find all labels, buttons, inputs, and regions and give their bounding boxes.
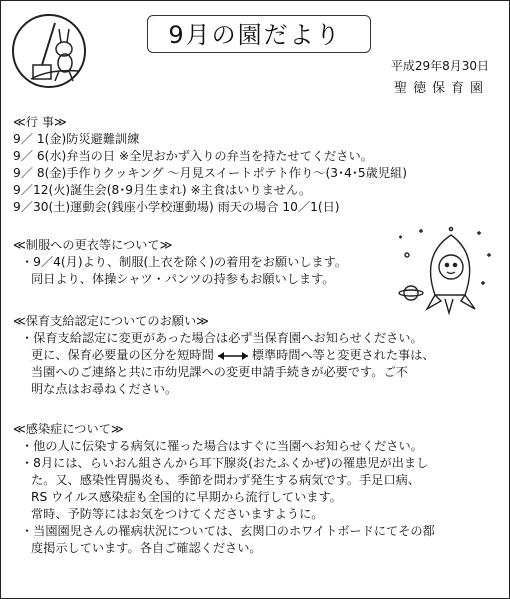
infection-line: ・8月には、らいおん組さんから耳下腺炎(おたふくかぜ)の罹患児が出まし (21, 456, 429, 470)
infection-line: RS ウイルス感染症も全国的に早期から流行しています。 (31, 490, 342, 504)
uniform-line: ・9／4(月)より、制服(上衣を除く)の着用をお願いします。 (21, 255, 348, 269)
childcare-heading: ≪保育支給認定についてのお願い≫ (13, 314, 209, 328)
infection-line: た。又、感染性胃腸炎も、季節を問わず発生する病気です。手足口病、 (31, 473, 421, 487)
uniform-line: 同日より、体操シャツ・パンツの持参もお願いします。 (31, 272, 335, 286)
events-heading: ≪行 事≫ (13, 115, 67, 129)
event-item: 9／ 6(水)弁当の日 ※全児おかず入りの弁当を持たせてください。 (13, 149, 373, 163)
childcare-line: ・保育支給認定に変更があった場合は必ず当保育園へお知らせください。 (21, 331, 423, 345)
infection-line: 度掲示しています。各自ご確認ください。 (31, 541, 262, 555)
event-item: 9／12(火)誕生会(8･9月生まれ) ※主食はいりません。 (13, 183, 312, 197)
childcare-line (13, 347, 497, 364)
event-item: 9／30(土)運動会(銭座小学校運動場) 雨天の場合 10／1(日) (13, 200, 340, 214)
infection-line: 常時、予防等にはお気をつけてくださいますように。 (31, 507, 324, 521)
childcare-section (13, 313, 497, 398)
uniform-heading: ≪制服への更衣等について≫ (13, 238, 173, 252)
childcare-line: 当園へのご連絡と共に市幼児課への変更申請手続きが必要です。ご不 (31, 365, 408, 379)
issue-date: 平成29年8月30日 (390, 59, 489, 73)
organization-name: 聖徳保育園 (393, 81, 489, 96)
double-arrow-icon (216, 350, 250, 362)
infection-line: ・他の人に伝染する病気に罹った場合はすぐに当園へお知らせください。 (21, 439, 423, 453)
infection-line: ・当園園児さんの罹病状況については、玄関口のホワイトボードにてその都 (21, 524, 435, 538)
page-title: 9月の園だより (168, 21, 342, 49)
event-item: 9／ 1(金)防災避難訓練 (13, 132, 140, 146)
infection-heading: ≪感染症について≫ (13, 422, 124, 436)
childcare-line-part: 標準時間へ等と変更された事は、 (251, 348, 435, 362)
events-section (13, 114, 497, 216)
event-item: 9／ 8(金)手作りクッキング ～月見スイートポテト作り～(3･4･5歳児組) (13, 166, 407, 180)
childcare-line-part: 更に、保育必要量の区分を短時間 (31, 348, 214, 362)
childcare-line: 明な点はお尋ねください。 (31, 382, 178, 396)
rocket-illustration (391, 225, 495, 317)
infection-section (13, 421, 497, 557)
